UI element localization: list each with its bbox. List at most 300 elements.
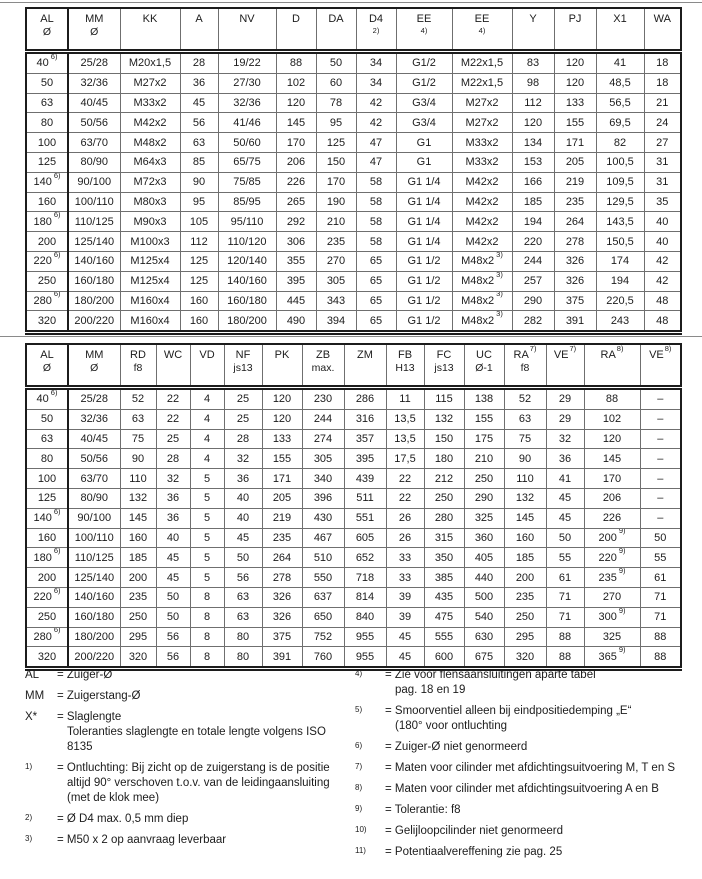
column-header: Y bbox=[512, 8, 554, 52]
table-cell: M33x2 bbox=[452, 152, 512, 172]
table-cell: 125 bbox=[316, 133, 356, 153]
table-cell: 110/125 bbox=[68, 212, 120, 232]
footnote-text: = Maten voor cilinder met afdichtingsuitvoering M, T en S bbox=[385, 762, 676, 774]
table-cell: 150 bbox=[424, 429, 464, 449]
table-cell: 112 bbox=[512, 93, 554, 113]
table-cell: 40 bbox=[224, 508, 262, 528]
table-cell: 650 bbox=[302, 607, 344, 627]
footnote-marker: 10) bbox=[355, 825, 367, 834]
table-row bbox=[26, 172, 681, 192]
table-cell: G3/4 bbox=[396, 113, 452, 133]
table-cell: 385 bbox=[424, 568, 464, 588]
table-cell: 36 bbox=[156, 488, 190, 508]
column-header: EE 4) bbox=[396, 8, 452, 52]
table-cell: 180 bbox=[424, 449, 464, 469]
table-cell: 153 bbox=[512, 152, 554, 172]
column-header: UC Ø-1 bbox=[464, 344, 504, 388]
table-cell: M27x2 bbox=[120, 73, 180, 93]
table-cell: 50 bbox=[26, 409, 68, 429]
table-row bbox=[26, 311, 681, 333]
table-cell: 550 bbox=[302, 568, 344, 588]
table-cell: 132 bbox=[120, 488, 156, 508]
table-cell: 47 bbox=[356, 152, 396, 172]
table-cell: 13,5 bbox=[386, 429, 424, 449]
table-cell: 540 bbox=[464, 607, 504, 627]
footnote-text: = Slaglengte Toleranties slaglengte en totale lengte volgens ISO 8135 bbox=[57, 711, 326, 753]
table-cell: 88 bbox=[546, 647, 584, 669]
column-header: PJ bbox=[554, 8, 596, 52]
table-cell: M48x2$^{3)}$ bbox=[452, 291, 512, 311]
table-cell: 360 bbox=[464, 528, 504, 548]
table-cell: 166 bbox=[512, 172, 554, 192]
table-cell: 50 bbox=[546, 528, 584, 548]
table-cell: 40 bbox=[644, 212, 681, 232]
table-cell: 396 bbox=[302, 488, 344, 508]
table-cell: 25/28 bbox=[68, 388, 120, 410]
table-cell: 295 bbox=[120, 627, 156, 647]
table-cell: M42x2 bbox=[452, 172, 512, 192]
table-cell: M160x4 bbox=[120, 311, 180, 333]
table-cell: 110/120 bbox=[218, 232, 276, 252]
table-cell: 274 bbox=[302, 429, 344, 449]
column-header: NF js13 bbox=[224, 344, 262, 388]
spec-table-2 bbox=[25, 343, 682, 671]
table-cell: 45 bbox=[546, 488, 584, 508]
column-header: KK bbox=[120, 8, 180, 52]
table-cell: G1/2 bbox=[396, 52, 452, 74]
table-cell: 90/100 bbox=[68, 172, 120, 192]
footnote-text: = Zuiger-Ø niet genormeerd bbox=[385, 741, 528, 753]
table-cell: 326 bbox=[554, 251, 596, 271]
table-cell: 71 bbox=[546, 607, 584, 627]
table-cell: 320 bbox=[504, 647, 546, 669]
table-cell: 50/56 bbox=[68, 449, 120, 469]
table-cell: 58 bbox=[356, 212, 396, 232]
table-cell: 32 bbox=[546, 429, 584, 449]
table-cell: 206 bbox=[276, 152, 316, 172]
footnote-marker: 7) bbox=[355, 762, 363, 771]
table-cell: 88 bbox=[640, 647, 681, 669]
table-cell: 200 bbox=[120, 568, 156, 588]
table-row bbox=[26, 627, 681, 647]
table-cell: 56 bbox=[180, 113, 218, 133]
page-rule-top bbox=[0, 2, 702, 3]
table-row bbox=[26, 548, 681, 568]
table-cell: 63/70 bbox=[68, 133, 120, 153]
table-cell: 33 bbox=[386, 568, 424, 588]
table-cell: 120 bbox=[584, 429, 640, 449]
table-cell: 760 bbox=[302, 647, 344, 669]
footnote-marker: 8) bbox=[355, 783, 363, 792]
table-cell: 36 bbox=[180, 73, 218, 93]
table-cell: 145 bbox=[276, 113, 316, 133]
footnote-marker: 9) bbox=[355, 804, 363, 813]
column-header: RA$^{7)}$ f8 bbox=[504, 344, 546, 388]
table-cell: 120 bbox=[554, 52, 596, 74]
table-cell: 58 bbox=[356, 192, 396, 212]
table-cell: 840 bbox=[344, 607, 386, 627]
table-cell: 98 bbox=[512, 73, 554, 93]
table-cell: – bbox=[640, 409, 681, 429]
table-cell: M22x1,5 bbox=[452, 73, 512, 93]
table-cell: 510 bbox=[302, 548, 344, 568]
table-cell: 160 bbox=[120, 528, 156, 548]
table-cell: 205 bbox=[554, 152, 596, 172]
table-cell: 36 bbox=[546, 449, 584, 469]
table-cell: 58 bbox=[356, 172, 396, 192]
table-cell: 31 bbox=[644, 152, 681, 172]
table-cell: 100,5 bbox=[596, 152, 644, 172]
table-cell: 26 bbox=[386, 508, 424, 528]
table-cell: 36 bbox=[156, 508, 190, 528]
table-cell: 185 bbox=[504, 548, 546, 568]
table-cell: 439 bbox=[344, 469, 386, 489]
table-cell: 50/60 bbox=[218, 133, 276, 153]
table-cell: 205 bbox=[262, 488, 302, 508]
table-cell: G1 1/2 bbox=[396, 291, 452, 311]
table-cell: 32/36 bbox=[68, 73, 120, 93]
table-cell: 235 bbox=[316, 232, 356, 252]
table-cell: M90x3 bbox=[120, 212, 180, 232]
table-cell: 160/180 bbox=[68, 607, 120, 627]
table-cell: 39 bbox=[386, 607, 424, 627]
table-cell: 8 bbox=[190, 587, 224, 607]
table-cell: 140$^{6)}$ bbox=[26, 172, 68, 192]
header-row bbox=[26, 8, 681, 52]
table-cell: 90 bbox=[120, 449, 156, 469]
footnote-item bbox=[355, 803, 699, 818]
table-cell: 200/220 bbox=[68, 311, 120, 333]
column-header: VE$^{8)}$ bbox=[640, 344, 681, 388]
table-cell: 95 bbox=[316, 113, 356, 133]
column-header: RD f8 bbox=[120, 344, 156, 388]
table-cell: 219 bbox=[262, 508, 302, 528]
table-cell: 45 bbox=[386, 647, 424, 669]
table-cell: 145 bbox=[504, 508, 546, 528]
table-cell: 4 bbox=[190, 449, 224, 469]
table-cell: 120/140 bbox=[218, 251, 276, 271]
table-row bbox=[26, 251, 681, 271]
table-cell: 500 bbox=[464, 587, 504, 607]
table-cell: 814 bbox=[344, 587, 386, 607]
table-cell: 18 bbox=[644, 52, 681, 74]
table-cell: 40 bbox=[156, 528, 190, 548]
footnote-marker: 6) bbox=[355, 741, 363, 750]
table-cell: 290 bbox=[464, 488, 504, 508]
column-header: NV bbox=[218, 8, 276, 52]
table-cell: 120 bbox=[512, 113, 554, 133]
footnote-text: = Gelijloopcilinder niet genormeerd bbox=[385, 825, 564, 837]
table-cell: 350 bbox=[424, 548, 464, 568]
table-cell: 109,5 bbox=[596, 172, 644, 192]
column-header: WC bbox=[156, 344, 190, 388]
table-cell: 200 bbox=[26, 568, 68, 588]
footnote-text: = Tolerantie: f8 bbox=[385, 804, 461, 816]
table-cell: 244 bbox=[302, 409, 344, 429]
table-cell: 27/30 bbox=[218, 73, 276, 93]
table-cell: 391 bbox=[554, 311, 596, 333]
table-cell: 80/90 bbox=[68, 152, 120, 172]
column-header: EE 4) bbox=[452, 8, 512, 52]
table-cell: 22 bbox=[386, 488, 424, 508]
table-cell: 102 bbox=[584, 409, 640, 429]
table-cell: 42 bbox=[644, 271, 681, 291]
table-cell: 125 bbox=[180, 251, 218, 271]
table-row bbox=[26, 52, 681, 74]
table-cell: 125/140 bbox=[68, 232, 120, 252]
table-cell: 39 bbox=[386, 587, 424, 607]
table-cell: 174 bbox=[596, 251, 644, 271]
table-row bbox=[26, 647, 681, 669]
table-cell: 45 bbox=[386, 627, 424, 647]
table-cell: 132 bbox=[424, 409, 464, 429]
table-cell: G1 1/4 bbox=[396, 192, 452, 212]
footnote-marker: 2) bbox=[25, 813, 33, 822]
table-cell: M64x3 bbox=[120, 152, 180, 172]
table-cell: 132 bbox=[504, 488, 546, 508]
table-cell: 326 bbox=[262, 587, 302, 607]
table-cell: 5 bbox=[190, 488, 224, 508]
table-cell: M42x2 bbox=[452, 192, 512, 212]
table-cell: M33x2 bbox=[120, 93, 180, 113]
table-cell: 160/180 bbox=[68, 271, 120, 291]
table-cell: 171 bbox=[554, 133, 596, 153]
table-cell: 90 bbox=[180, 172, 218, 192]
table-cell: 110 bbox=[504, 469, 546, 489]
table-cell: 112 bbox=[180, 232, 218, 252]
table-cell: 22 bbox=[386, 469, 424, 489]
table-cell: 316 bbox=[344, 409, 386, 429]
table-cell: 125 bbox=[26, 488, 68, 508]
table-cell: G1/2 bbox=[396, 73, 452, 93]
table-cell: 63 bbox=[224, 587, 262, 607]
table-cell: 48 bbox=[644, 291, 681, 311]
table-cell: 264 bbox=[262, 548, 302, 568]
table-cell: 80 bbox=[26, 113, 68, 133]
table-cell: 220$^{6)}$ bbox=[26, 587, 68, 607]
table-cell: 58 bbox=[356, 232, 396, 252]
table-cell: 32/36 bbox=[218, 93, 276, 113]
table-cell: 90/100 bbox=[68, 508, 120, 528]
column-header: MM Ø bbox=[68, 8, 120, 52]
table-cell: 40 bbox=[644, 232, 681, 252]
table-cell: 63 bbox=[120, 409, 156, 429]
table-cell: 200 bbox=[504, 568, 546, 588]
table-cell: 194 bbox=[512, 212, 554, 232]
table-cell: 45 bbox=[156, 548, 190, 568]
table-cell: 375 bbox=[262, 627, 302, 647]
table-cell: 129,5 bbox=[596, 192, 644, 212]
table-cell: 5 bbox=[190, 548, 224, 568]
table-row bbox=[26, 192, 681, 212]
table-cell: 250 bbox=[424, 488, 464, 508]
table-cell: 60 bbox=[316, 73, 356, 93]
table-cell: G1 1/4 bbox=[396, 172, 452, 192]
footnote-marker: 11) bbox=[355, 846, 366, 855]
table-cell: 138 bbox=[464, 388, 504, 410]
table-cell: 48,5 bbox=[596, 73, 644, 93]
header-row bbox=[26, 344, 681, 388]
table-cell: 140/160 bbox=[68, 251, 120, 271]
table-cell: 80 bbox=[224, 647, 262, 669]
table-cell: 95 bbox=[180, 192, 218, 212]
table-cell: 212 bbox=[424, 469, 464, 489]
table-cell: 47 bbox=[356, 133, 396, 153]
table-cell: 4 bbox=[190, 388, 224, 410]
footnote-text: = Zuiger-Ø bbox=[57, 669, 113, 681]
footnote-item bbox=[25, 710, 345, 755]
table-cell: 65 bbox=[356, 311, 396, 333]
table-cell: 63 bbox=[224, 607, 262, 627]
table-cell: 235$^{9)}$ bbox=[584, 568, 640, 588]
table-cell: 61 bbox=[640, 568, 681, 588]
table-cell: 652 bbox=[344, 548, 386, 568]
table-cell: 120 bbox=[276, 93, 316, 113]
table-cell: 40 bbox=[224, 488, 262, 508]
table-cell: 71 bbox=[640, 607, 681, 627]
table-cell: 41 bbox=[596, 52, 644, 74]
footnote-text: = Smoorventiel alleen bij eindpositiedemping „E“ (180° voor ontluchting bbox=[385, 705, 632, 732]
column-header: WA bbox=[644, 8, 681, 52]
table-cell: 42 bbox=[356, 113, 396, 133]
table-cell: 125/140 bbox=[68, 568, 120, 588]
table-cell: 45 bbox=[180, 93, 218, 113]
table-cell: 45 bbox=[546, 508, 584, 528]
footnote-text: = Ontluchting: Bij zicht op de zuigerstang is de positie altijd 90° verschoven t.o.v. van de leidingaansluiting (met de klok mee) bbox=[57, 762, 330, 804]
column-header: AL Ø bbox=[26, 8, 68, 52]
table-cell: 25 bbox=[224, 409, 262, 429]
table-cell: 160 bbox=[26, 192, 68, 212]
table-cell: 250 bbox=[504, 607, 546, 627]
column-header: D bbox=[276, 8, 316, 52]
table-cell: 355 bbox=[276, 251, 316, 271]
table-cell: M72x3 bbox=[120, 172, 180, 192]
table-cell: M20x1,5 bbox=[120, 52, 180, 74]
table-row bbox=[26, 607, 681, 627]
footnote-item bbox=[25, 812, 345, 827]
table-cell: 80/90 bbox=[68, 488, 120, 508]
table-cell: 467 bbox=[302, 528, 344, 548]
table-cell: 475 bbox=[424, 607, 464, 627]
table-cell: 250 bbox=[26, 271, 68, 291]
footnote-item bbox=[355, 704, 699, 734]
table-cell: 300$^{9)}$ bbox=[584, 607, 640, 627]
table-cell: 326 bbox=[554, 271, 596, 291]
table-cell: 29 bbox=[546, 388, 584, 410]
table-cell: 752 bbox=[302, 627, 344, 647]
footnote-marker: MM bbox=[25, 690, 45, 702]
table-cell: 71 bbox=[640, 587, 681, 607]
table-cell: 395 bbox=[276, 271, 316, 291]
table-cell: 226 bbox=[584, 508, 640, 528]
table-cell: M48x2$^{3)}$ bbox=[452, 251, 512, 271]
table-cell: 375 bbox=[554, 291, 596, 311]
table-cell: M125x4 bbox=[120, 271, 180, 291]
table-cell: 250 bbox=[26, 607, 68, 627]
table-cell: 430 bbox=[302, 508, 344, 528]
table-cell: 8 bbox=[190, 647, 224, 669]
table-cell: 5 bbox=[190, 508, 224, 528]
footnote-item bbox=[25, 761, 345, 806]
table-cell: 90 bbox=[504, 449, 546, 469]
table-cell: 170 bbox=[584, 469, 640, 489]
table-row bbox=[26, 113, 681, 133]
table-row bbox=[26, 469, 681, 489]
footnote-marker: 3) bbox=[25, 834, 33, 843]
table-cell: 250 bbox=[464, 469, 504, 489]
table-cell: 226 bbox=[276, 172, 316, 192]
table-cell: 210 bbox=[464, 449, 504, 469]
table-cell: 675 bbox=[464, 647, 504, 669]
table-cell: 282 bbox=[512, 311, 554, 333]
column-header: ZB max. bbox=[302, 344, 344, 388]
table-cell: 340 bbox=[302, 469, 344, 489]
table-cell: 395 bbox=[344, 449, 386, 469]
table-cell: 405 bbox=[464, 548, 504, 568]
table-cell: 155 bbox=[262, 449, 302, 469]
table-cell: 63 bbox=[26, 429, 68, 449]
table-cell: 120 bbox=[262, 409, 302, 429]
table-cell: 435 bbox=[424, 587, 464, 607]
table-cell: M160x4 bbox=[120, 291, 180, 311]
table-row bbox=[26, 212, 681, 232]
table-cell: 190 bbox=[316, 192, 356, 212]
table-cell: 8 bbox=[190, 607, 224, 627]
table-row bbox=[26, 409, 681, 429]
table-cell: 325 bbox=[584, 627, 640, 647]
footnote-item bbox=[355, 845, 699, 860]
table-cell: 55 bbox=[640, 548, 681, 568]
footnote-marker: AL bbox=[25, 669, 40, 681]
table-cell: 88 bbox=[584, 388, 640, 410]
table-cell: 75 bbox=[120, 429, 156, 449]
table-cell: M42x2 bbox=[452, 212, 512, 232]
footnote-marker: X* bbox=[25, 711, 38, 723]
table-cell: 133 bbox=[554, 93, 596, 113]
table-cell: 637 bbox=[302, 587, 344, 607]
table-cell: 24 bbox=[644, 113, 681, 133]
table-cell: 35 bbox=[644, 192, 681, 212]
column-header: VD bbox=[190, 344, 224, 388]
table-cell: 295 bbox=[504, 627, 546, 647]
table-cell: 200/220 bbox=[68, 647, 120, 669]
table-cell: M100x3 bbox=[120, 232, 180, 252]
footnote-marker: 4) bbox=[355, 669, 363, 678]
table-cell: 28 bbox=[224, 429, 262, 449]
table-cell: 220$^{6)}$ bbox=[26, 251, 68, 271]
table-cell: 63 bbox=[504, 409, 546, 429]
table-cell: 220,5 bbox=[596, 291, 644, 311]
table-cell: 25 bbox=[156, 429, 190, 449]
table-cell: 100 bbox=[26, 469, 68, 489]
table-cell: 145 bbox=[584, 449, 640, 469]
table-cell: 56 bbox=[156, 647, 190, 669]
table-row bbox=[26, 388, 681, 410]
table-cell: 551 bbox=[344, 508, 386, 528]
table-cell: 31 bbox=[644, 172, 681, 192]
table-cell: 19/22 bbox=[218, 52, 276, 74]
table-row bbox=[26, 508, 681, 528]
table-cell: 110/125 bbox=[68, 548, 120, 568]
table-cell: 200$^{9)}$ bbox=[584, 528, 640, 548]
table-cell: G1 1/4 bbox=[396, 232, 452, 252]
table-cell: 8 bbox=[190, 627, 224, 647]
table-cell: 50 bbox=[26, 73, 68, 93]
table-cell: M48x2 bbox=[120, 133, 180, 153]
column-header: MM Ø bbox=[68, 344, 120, 388]
table-cell: 34 bbox=[356, 52, 396, 74]
table-cell: 278 bbox=[262, 568, 302, 588]
